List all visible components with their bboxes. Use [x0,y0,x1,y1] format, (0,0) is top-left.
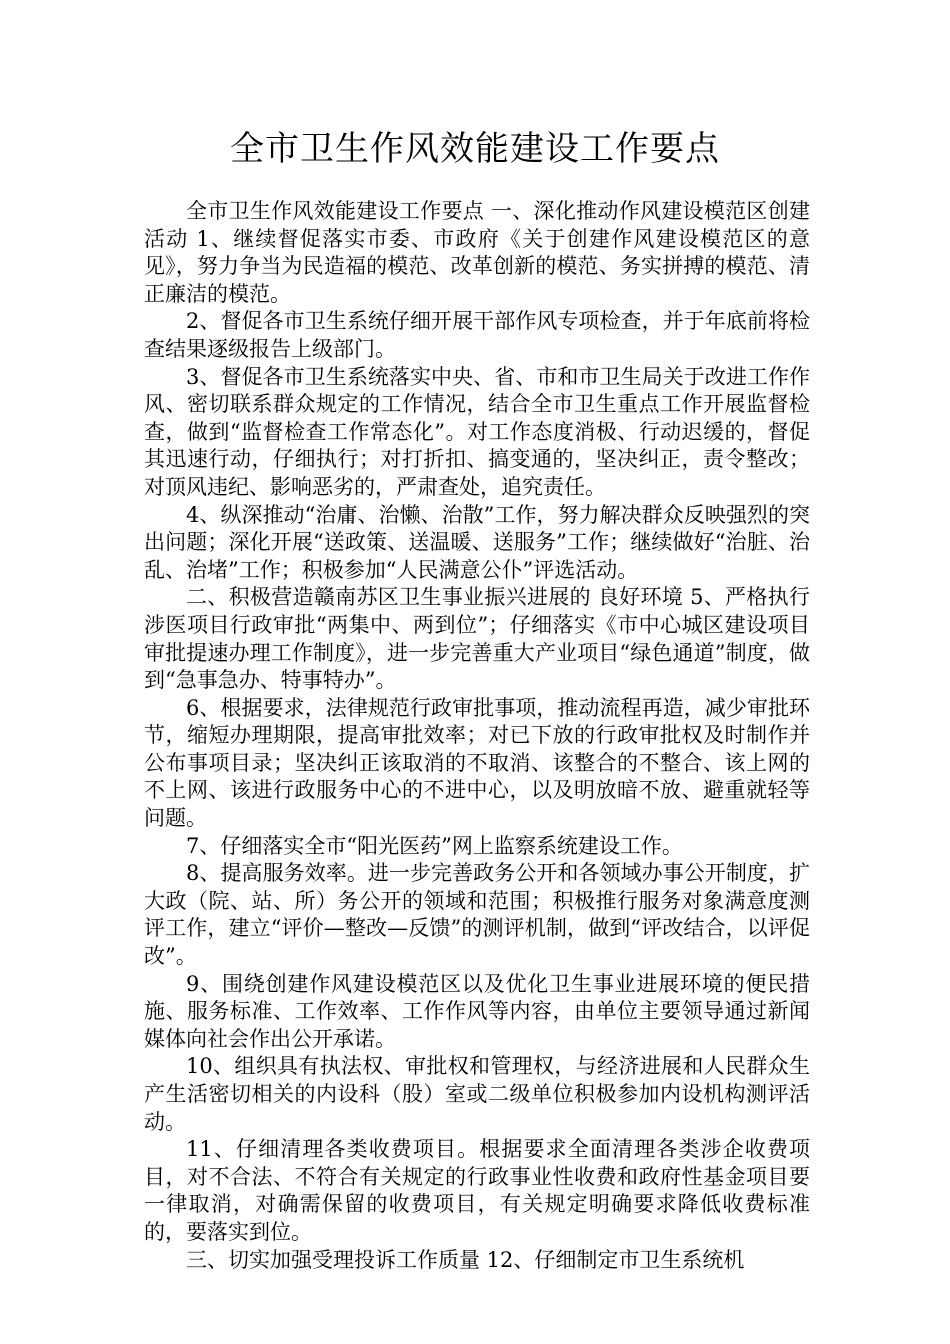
paragraph: 2、督促各市卫生系统仔细开展干部作风专项检查，并于年底前将检查结果逐级报告上级部门。 [144,309,810,361]
paragraph: 二、积极营造赣南苏区卫生事业振兴进展的 良好环境 5、严格执行涉医项目行政审批“两集中、两到位”；仔细落实《市中心城区建设项目审批提速办理工作制度》，进一步完善重大产业项目“绿色通道”制度，做到“急事急办、特事特办”。 [144,585,810,693]
paragraph: 三、切实加强受理投诉工作质量 12、仔细制定市卫生系统机 [186,1247,745,1272]
paragraph: 9、围绕创建作风建设模范区以及优化卫生事业进展环境的便民措施、服务标准、工作效率、工作作风等内容，由单位主要领导通过新闻媒体向社会作出公开承诺。 [144,971,810,1051]
document-title: 全市卫生作风效能建设工作要点 [230,129,720,169]
paragraph: 11、仔细清理各类收费项目。根据要求全面清理各类涉企收费项目，对不合法、不符合有关规定的行政事业性收费和政府性基金项目要一律取消，对确需保留的收费项目，有关规定明确要求降低收费标准的，要落实到位。 [144,1137,810,1244]
paragraph: 8、提高服务效率。进一步完善政务公开和各领域办事公开制度，扩大政（院、站、所）务公开的领域和范围；积极推行服务对象满意度测评工作，建立“评价—整改—反馈”的测评机制，做到“评改结合，以评促改”。 [144,861,810,969]
document-body [144,198,810,1274]
paragraph: 7、仔细落实全市“阳光医药”网上监察系统建设工作。 [186,833,683,858]
paragraph: 4、纵深推动“治庸、治懒、治散”工作，努力解决群众反映强烈的突出问题；深化开展“送政策、送温暖、送服务”工作；继续做好“治脏、治乱、治堵”工作；积极参加“人民满意公仆”评选活动。 [144,502,810,582]
paragraph: 10、组织具有执法权、审批权和管理权，与经济进展和人民群众生产生活密切相关的内设科（股）室或二级单位积极参加内设机构测评活动。 [144,1054,810,1134]
paragraph: 全市卫生作风效能建设工作要点 一、深化推动作风建设模范区创建活动 1、继续督促落实市委、市政府《关于创建作风建设模范区的意见》，努力争当为民造福的模范、改革创新的模范、务实拼搏的模范、清正廉洁的模范。 [144,199,810,306]
paragraph: 6、根据要求，法律规范行政审批事项，推动流程再造，减少审批环节，缩短办理期限，提高审批效率；对已下放的行政审批权及时制作并公布事项目录；坚决纠正该取消的不取消、该整合的不整合、该上网的不上网、该进行政服务中心的不进中心，以及明放暗不放、避重就轻等问题。 [144,695,810,831]
paragraph: 3、督促各市卫生系统落实中央、省、市和市卫生局关于改进工作作风、密切联系群众规定的工作情况，结合全市卫生重点工作开展监督检查，做到“监督检查工作常态化”。对工作态度消极、行动迟缓的，督促其迅速行动，仔细执行；对打折扣、搞变通的，坚决纠正，责令整改；对顶风违纪、影响恶劣的，严肃查处，追究责任。 [144,364,810,499]
